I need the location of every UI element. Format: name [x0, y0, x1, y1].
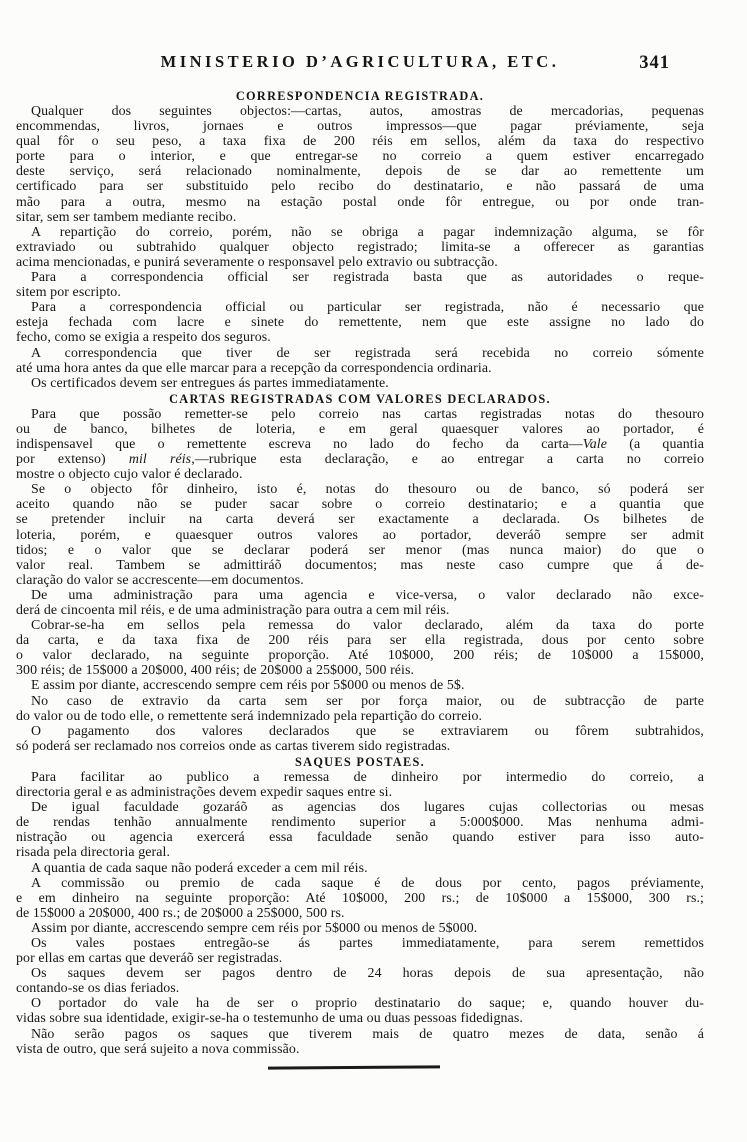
text-line: Para que possão remetter-se pelo correio nas cartas registradas notas do thesouro	[31, 406, 704, 422]
section	[16, 754, 704, 1057]
paragraph	[16, 618, 704, 678]
page-title: MINISTERIO D’AGRICULTURA, ETC.	[160, 52, 560, 71]
text-line: esteja fechada com lacre e sinete do remettente, nem que este assigne no lado do	[16, 315, 704, 331]
text-line: encommendas, livros, jornaes e outros impressos—que pagar préviamente, seja	[16, 119, 704, 135]
text-line: do valor ou de todo elle, o remettente será indemnizado pela repartição do correio.	[16, 708, 483, 724]
text-line: De igual faculdade gozaráõ as agencias dos lugares cujas collectorias ou mesas	[31, 800, 704, 816]
text-line: A quantia de cada saque não poderá exceder a cem mil réis.	[31, 860, 368, 876]
paragraph	[16, 588, 704, 618]
text-line: sitem por escripto.	[16, 285, 121, 301]
text-line: por ellas em cartas que deveráõ ser registradas.	[16, 951, 283, 967]
text-line: vista de outro, que será sujeito a nova commissão.	[16, 1041, 300, 1057]
text-line: Assim por diante, accrescendo sempre cem réis por 5$000 ou menos de 5$000.	[31, 920, 478, 936]
end-divider	[268, 1065, 440, 1069]
page-number: 341	[639, 53, 670, 73]
text-line: valor real. Tambem se admittiráõ documentos; mas neste caso cumpre que á de-	[16, 557, 704, 573]
text-line: Para facilitar ao publico a remessa de dinheiro por intermedio do correio, a	[31, 769, 704, 785]
page-header	[16, 52, 704, 76]
text-line: O portador do vale ha de ser o proprio destinatario do saque; e, quando houver du-	[31, 996, 704, 1012]
text-line: A commissão ou premio de cada saque é de dous por cento, pagos préviamente,	[31, 875, 704, 891]
text-line: mostre o objecto cujo valor é declarado.	[16, 467, 243, 483]
text-line: Cobrar-se-ha em sellos pela remessa do valor declarado, além da taxa do porte	[31, 618, 704, 634]
paragraph	[16, 270, 704, 300]
text-line: A repartição do correio, porém, não se obriga a pagar indemnização alguma, se fôr	[31, 224, 704, 240]
document-page	[16, 52, 704, 1069]
section-heading: SAQUES POSTAES.	[295, 754, 425, 769]
text-line: acima mencionadas, e punirá severamente o responsavel pelo extravio ou subtracção.	[16, 254, 498, 270]
text-line: Para a correspondencia official ser registrada basta que as autoridades o reque-	[31, 270, 704, 286]
text-line: sitar, sem ser tambem mediante recibo.	[16, 209, 237, 225]
text-line: risada pela directoria geral.	[16, 845, 171, 861]
text-line: mão para a outra, mesmo na estação postal onde fôr entregue, ou por onde tran-	[16, 194, 704, 210]
text-line: de rendas tenhão annualmente rendimento superior a 5:000$000. Mas nenhuma admi-	[16, 815, 704, 831]
text-line: até uma hora antes da que elle marcar para a recepção da correspondencia ordinaria.	[16, 360, 492, 376]
paragraph	[16, 966, 704, 996]
paragraph	[16, 346, 704, 376]
paragraph	[16, 104, 704, 225]
text-line: indispensavel que o remettente escreva no lado do fecho da carta—Vale (a quantia	[16, 436, 704, 452]
text-line: vidas sobre sua identidade, exigir-se-ha o testemunho de uma ou duas pessoas fidedignas.	[16, 1011, 523, 1027]
section-heading: CORRESPONDENCIA REGISTRADA.	[235, 89, 485, 103]
text-line: E assim por diante, accrescendo sempre cem réis por 5$000 ou menos de 5$.	[31, 678, 465, 694]
paragraph	[16, 800, 704, 860]
text-line: Qualquer dos seguintes objectos:—cartas, autos, amostras de mercadorias, pequenas	[31, 104, 704, 119]
text-line: 300 réis; de 15$000 a 20$000, 400 réis; de 20$000 a 25$000, 500 réis.	[16, 663, 415, 679]
text-line: derá de cincoenta mil réis, e de uma administração para outra a cem mil réis.	[16, 603, 450, 618]
text-line: se pretender incluir na carta deverá ser exactamente a declarada. Os bilhetes de	[16, 512, 704, 528]
text-line: No caso de extravio da carta sem ser por força maior, ou de subtracção de parte	[31, 693, 704, 709]
paragraph	[16, 996, 704, 1026]
section	[16, 391, 704, 754]
text-line: directoria geral e as administrações devem expedir saques entre si.	[16, 785, 393, 801]
text-line: Para a correspondencia official ou particular ser registrada, não é necessario que	[31, 300, 704, 316]
text-line: só poderá ser reclamado nos correios onde as cartas tiverem sido registradas.	[16, 738, 451, 754]
text-line: Se o objecto fôr dinheiro, isto é, notas do thesouro ou de banco, só poderá ser	[31, 482, 704, 498]
text-line: nistração ou agencia exercerá essa faculdade senão quando estiver para isso auto-	[16, 830, 704, 846]
paragraph	[16, 1027, 704, 1057]
section	[16, 88, 704, 391]
text-line: e em dinheiro na seguinte proporção: Até 10$000, 200 rs.; de 10$000 a 15$000, 300 rs.;	[16, 890, 704, 906]
text-line: aceito quando não se puder sacar sobre o correio destinatario; e a quantia que	[16, 497, 704, 513]
text-line: da carta, e da taxa fixa de 200 réis para ser ella registrada, dous por cento sobre	[16, 633, 704, 649]
text-line: O pagamento dos valores declarados que se extraviarem ou fôrem subtrahidos,	[31, 723, 704, 739]
paragraph	[16, 225, 704, 270]
text-line: o valor declarado, na seguinte proporção. Até 10$000, 200 réis; de 10$000 a 15$000,	[16, 648, 704, 664]
text-line: porte para o interior, e que entregar-se no correio a quem estiver encarregado	[16, 149, 704, 165]
paragraph	[16, 936, 704, 966]
paragraph	[16, 876, 704, 921]
text-line: A correspondencia que tiver de ser registrada será recebida no correio sómente	[31, 345, 704, 361]
text-line: qual fôr o seu peso, a taxa fixa de 200 réis em sellos, além da taxa do respectivo	[16, 134, 704, 150]
text-line: claração do valor se accrescente—em documentos.	[16, 572, 304, 588]
text-line: ou de banco, bilhetes de loteria, e em geral quaesquer valores ao portador, é	[16, 421, 704, 437]
text-line: Os certificados devem ser entregues ás partes immediatamente.	[31, 375, 389, 391]
text-line: Os saques devem ser pagos dentro de 24 horas depois de sua apresentação, não	[31, 966, 704, 982]
text-line: loteria, porém, e quaesquer outros valores ao portador, deveráõ sempre ser admit	[16, 527, 704, 543]
text-line: extraviado ou subtrahido qualquer objecto registrado; limita-se a offerecer as garantias	[16, 239, 704, 255]
paragraph	[16, 694, 704, 724]
text-line: De uma administração para uma agencia e vice-versa, o valor declarado não exce-	[31, 587, 704, 603]
document-body	[16, 88, 704, 1057]
paragraph	[16, 678, 704, 693]
paragraph	[16, 861, 704, 876]
paragraph	[16, 376, 704, 391]
section-heading: CARTAS REGISTRADAS COM VALORES DECLARADOS.	[169, 391, 551, 406]
text-line: tidos; e o valor que se declarar poderá ser menor (mas nunca maior) do que o	[16, 542, 704, 558]
text-line: certificado para ser substituido pelo recibo do destinatario, e não passará de uma	[16, 179, 704, 195]
text-line: Os vales postaes entregão-se ás partes immediatamente, para serem remettidos	[31, 935, 704, 951]
paragraph	[16, 300, 704, 345]
paragraph	[16, 921, 704, 936]
text-line: deste serviço, será relacionado nominalmente, depois de se dar ao remettente um	[16, 164, 704, 180]
paragraph	[16, 724, 704, 754]
text-line: de 15$000 a 20$000, 400 rs.; de 20$000 a 25$000, 500 rs.	[16, 905, 345, 921]
paragraph	[16, 770, 704, 800]
text-line: contando-se os dias feriados.	[16, 981, 180, 997]
text-line: por extenso) mil réis,—rubrique esta declaração, e ao entregar a carta no correio	[16, 452, 704, 468]
paragraph	[16, 482, 704, 588]
text-line: Não serão pagos os saques que tiverem mais de quatro mezes de data, senão á	[31, 1026, 704, 1042]
paragraph	[16, 407, 704, 482]
text-line: fecho, como se exigia a respeito dos seguros.	[16, 330, 271, 346]
